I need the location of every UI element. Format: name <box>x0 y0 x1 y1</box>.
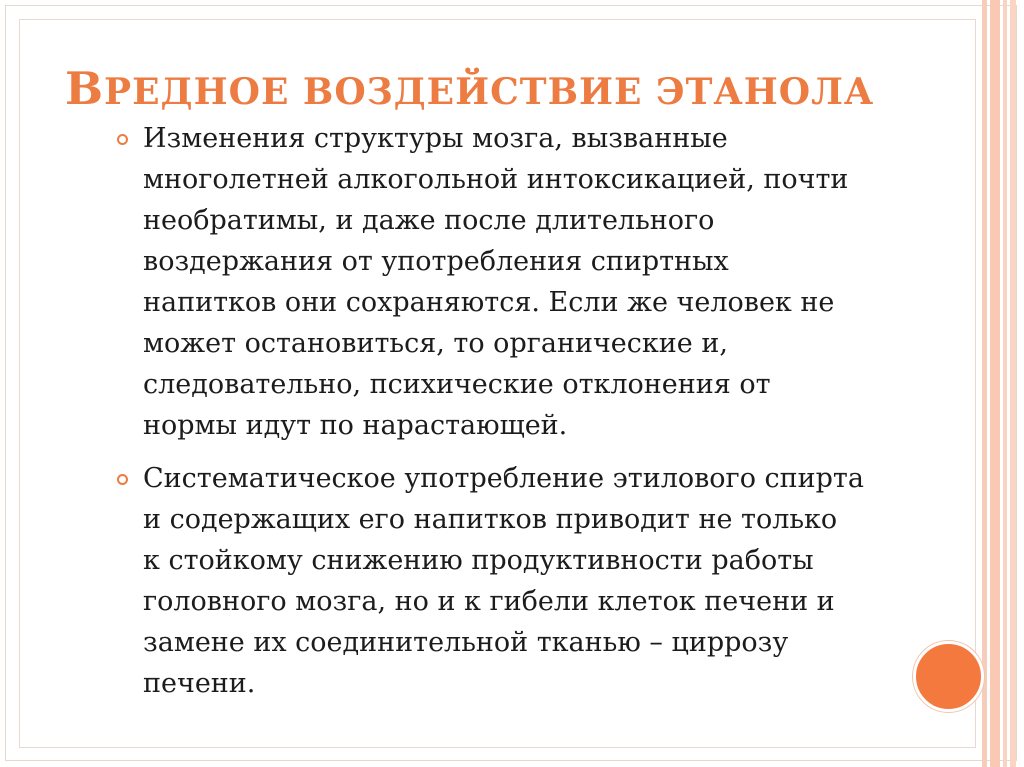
bullet-item <box>113 458 963 704</box>
bullet-line: замене их соединительной тканью – циррозу <box>143 627 789 658</box>
decorative-stripe <box>1010 0 1016 767</box>
bullet-item <box>113 118 963 446</box>
bullet-line: необратимы, и даже после длительного <box>143 205 715 236</box>
bullet-line: печени. <box>143 668 256 699</box>
bullet-line: воздержания от употребления спиртных <box>143 246 729 277</box>
bullet-circle-icon <box>117 134 128 145</box>
bullet-line: Изменения структуры мозга, вызванные <box>143 123 728 154</box>
bullet-line: головного мозга, но и к гибели клеток печени и <box>143 586 835 617</box>
bullet-line: Систематическое употребление этилового спирта <box>143 463 864 494</box>
bullet-line: может остановиться, то органические и, <box>143 328 728 359</box>
decorative-stripe <box>1003 0 1007 767</box>
slide-title-rest: РЕДНОЕ ВОЗДЕЙСТВИЕ ЭТАНОЛА <box>104 71 875 113</box>
bullet-line: к стойкому снижению продуктивности работы <box>143 545 814 576</box>
decorative-circle <box>913 641 984 712</box>
slide-title <box>65 62 875 115</box>
bullet-circle-icon <box>117 474 128 485</box>
bullet-list <box>113 118 963 716</box>
bullet-line: и содержащих его напитков приводит не только <box>143 504 838 535</box>
decorative-stripe <box>982 0 987 767</box>
bullet-line: нормы идут по нарастающей. <box>143 410 568 441</box>
bullet-line: следовательно, психические отклонения от <box>143 369 771 400</box>
decorative-stripe <box>990 0 1000 767</box>
bullet-line: напитков они сохраняются. Если же человек не <box>143 287 835 318</box>
slide-title-initial: В <box>65 62 105 115</box>
bullet-line: многолетней алкогольной интоксикацией, почти <box>143 164 849 195</box>
